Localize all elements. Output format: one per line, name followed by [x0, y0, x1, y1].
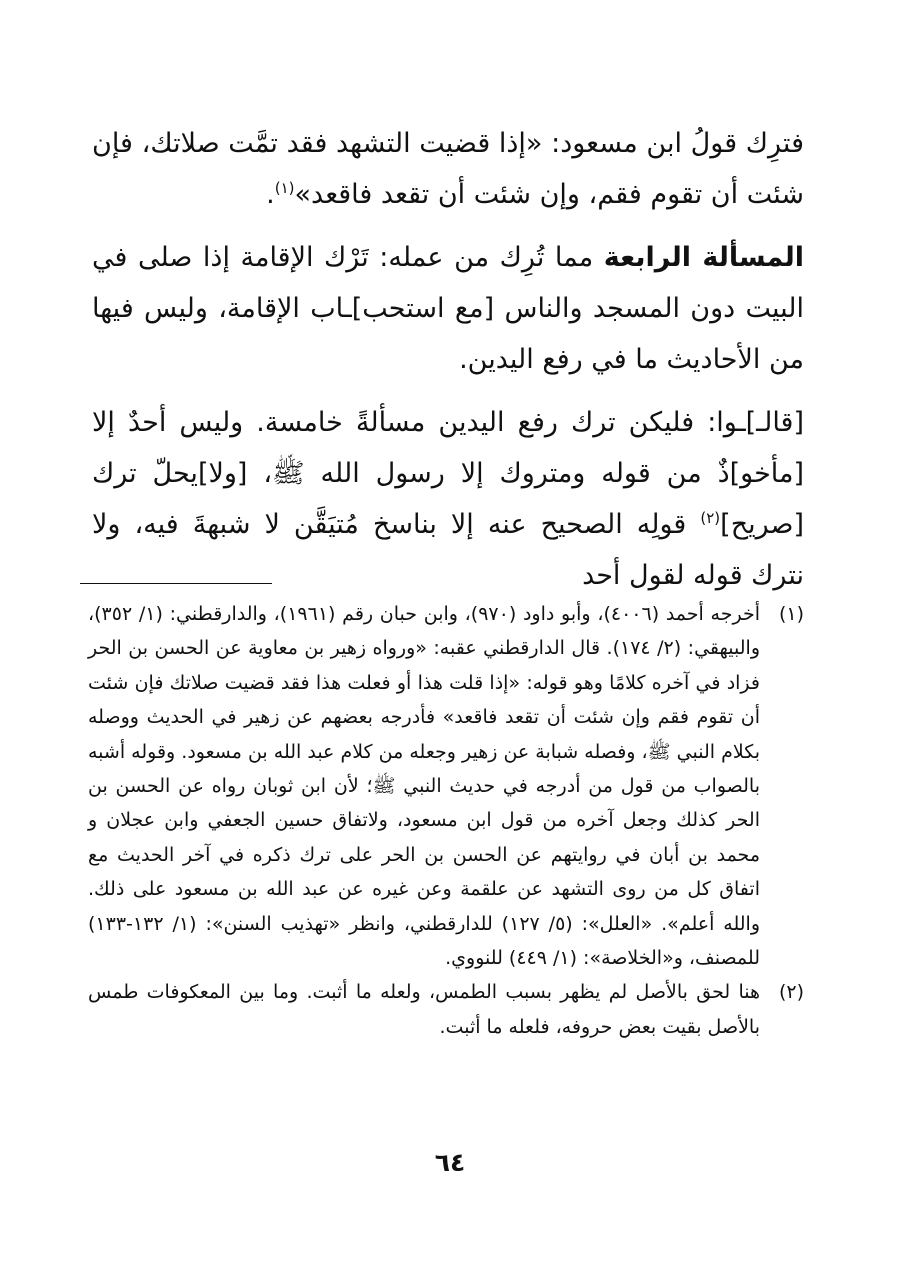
paragraph-2-text: مما تُرِك من عمله: تَرْك الإقامة إذا صلى في البيت دون المسجد والناس [مع استحب]ـاب الإقامة، وليس فيها من الأحاديث ما في رفع اليدين.: [92, 242, 804, 375]
footnote-divider: [80, 583, 272, 584]
footnote-2: [88, 975, 804, 1044]
issue-heading: المسألة الرابعة: [603, 242, 804, 273]
footnote-ref-1: (١): [274, 179, 295, 197]
footnote-text: أخرجه أحمد (٤٠٠٦)، وأبو داود (٩٧٠)، وابن حبان رقم (١٩٦١)، والدارقطني: (١/ ٣٥٢)، والبيهقي: (٢/ ١٧٤). قال الدارقطني عقبه: «ورواه زهير بن معاوية عن الحسن بن الحر فزاد في آخره كلامًا وهو قوله: «إذا قلت هذا أو فعلت هذا فقد قضيت صلاتك فإن شئت أن تقوم فقم وإن شئت أن تقعد فاقعد» فأدرجه بعضهم عن زهير في الحديث ووصله بكلام النبي ﷺ، وفصله شبابة عن زهير وجعله من كلام عبد الله بن مسعود. وقوله أشبه بالصواب من قول من أدرجه في حديث النبي ﷺ؛ لأن ابن ثوبان رواه عن الحسن بن الحر كذلك وجعل آخره من قول ابن مسعود، ولاتفاق حسين الجعفي وابن عجلان و محمد بن أبان في روايتهم عن الحسن بن الحر على ترك ذكره في آخر الحديث مع اتفاق كل من روى التشهد عن علقمة وعن غيره عن عبد الله بن مسعود على ذلك. والله أعلم». «العلل»: (٥/ ١٢٧) للدارقطني، وانظر «تهذيب السنن»: (١/ ١٣٢-١٣٣) للمصنف، و«الخلاصة»: (١/ ٤٤٩) للنووي.: [88, 603, 761, 970]
footnote-1: [88, 597, 804, 975]
paragraph-3-text-b: قولِه الصحيح عنه إلا بناسخ مُتيَقَّن لا شبهةَ فيه، ولا نترك قوله لقول أحد: [92, 509, 804, 591]
footnote-number: (١): [778, 603, 804, 625]
paragraph-3: [92, 397, 804, 601]
page-number: ٦٤: [434, 1148, 466, 1177]
footnote-text: هنا لحق بالأصل لم يظهر بسبب الطمس، ولعله ما أثبت. وما بين المعكوفات طمس بالأصل بقيت بعض حروفه، فلعله ما أثبت.: [88, 981, 760, 1038]
main-text-block: [92, 118, 804, 613]
paragraph-2: [92, 232, 804, 385]
footnotes-block: [88, 597, 804, 1044]
footnote-number: (٢): [778, 981, 804, 1004]
paragraph-3-text-a: [قالـ]ـوا: فليكن ترك رفع اليدين مسألةً خامسة. وليس أحدٌ إلا [مأخو]ذٌ من قوله ومتروك إلا رسول الله ﷺ، [ولا]يحلّ ترك [صريح]: [92, 407, 804, 540]
paragraph-1-end: .: [266, 179, 275, 210]
footnote-ref-2: (٢): [700, 509, 721, 527]
paragraph-1-text: فترِك قولُ ابن مسعود: «إذا قضيت التشهد فقد تمَّت صلاتك، فإن شئت أن تقوم فقم، وإن شئت أن تقعد فاقعد»: [92, 128, 804, 210]
paragraph-1: [92, 118, 804, 220]
